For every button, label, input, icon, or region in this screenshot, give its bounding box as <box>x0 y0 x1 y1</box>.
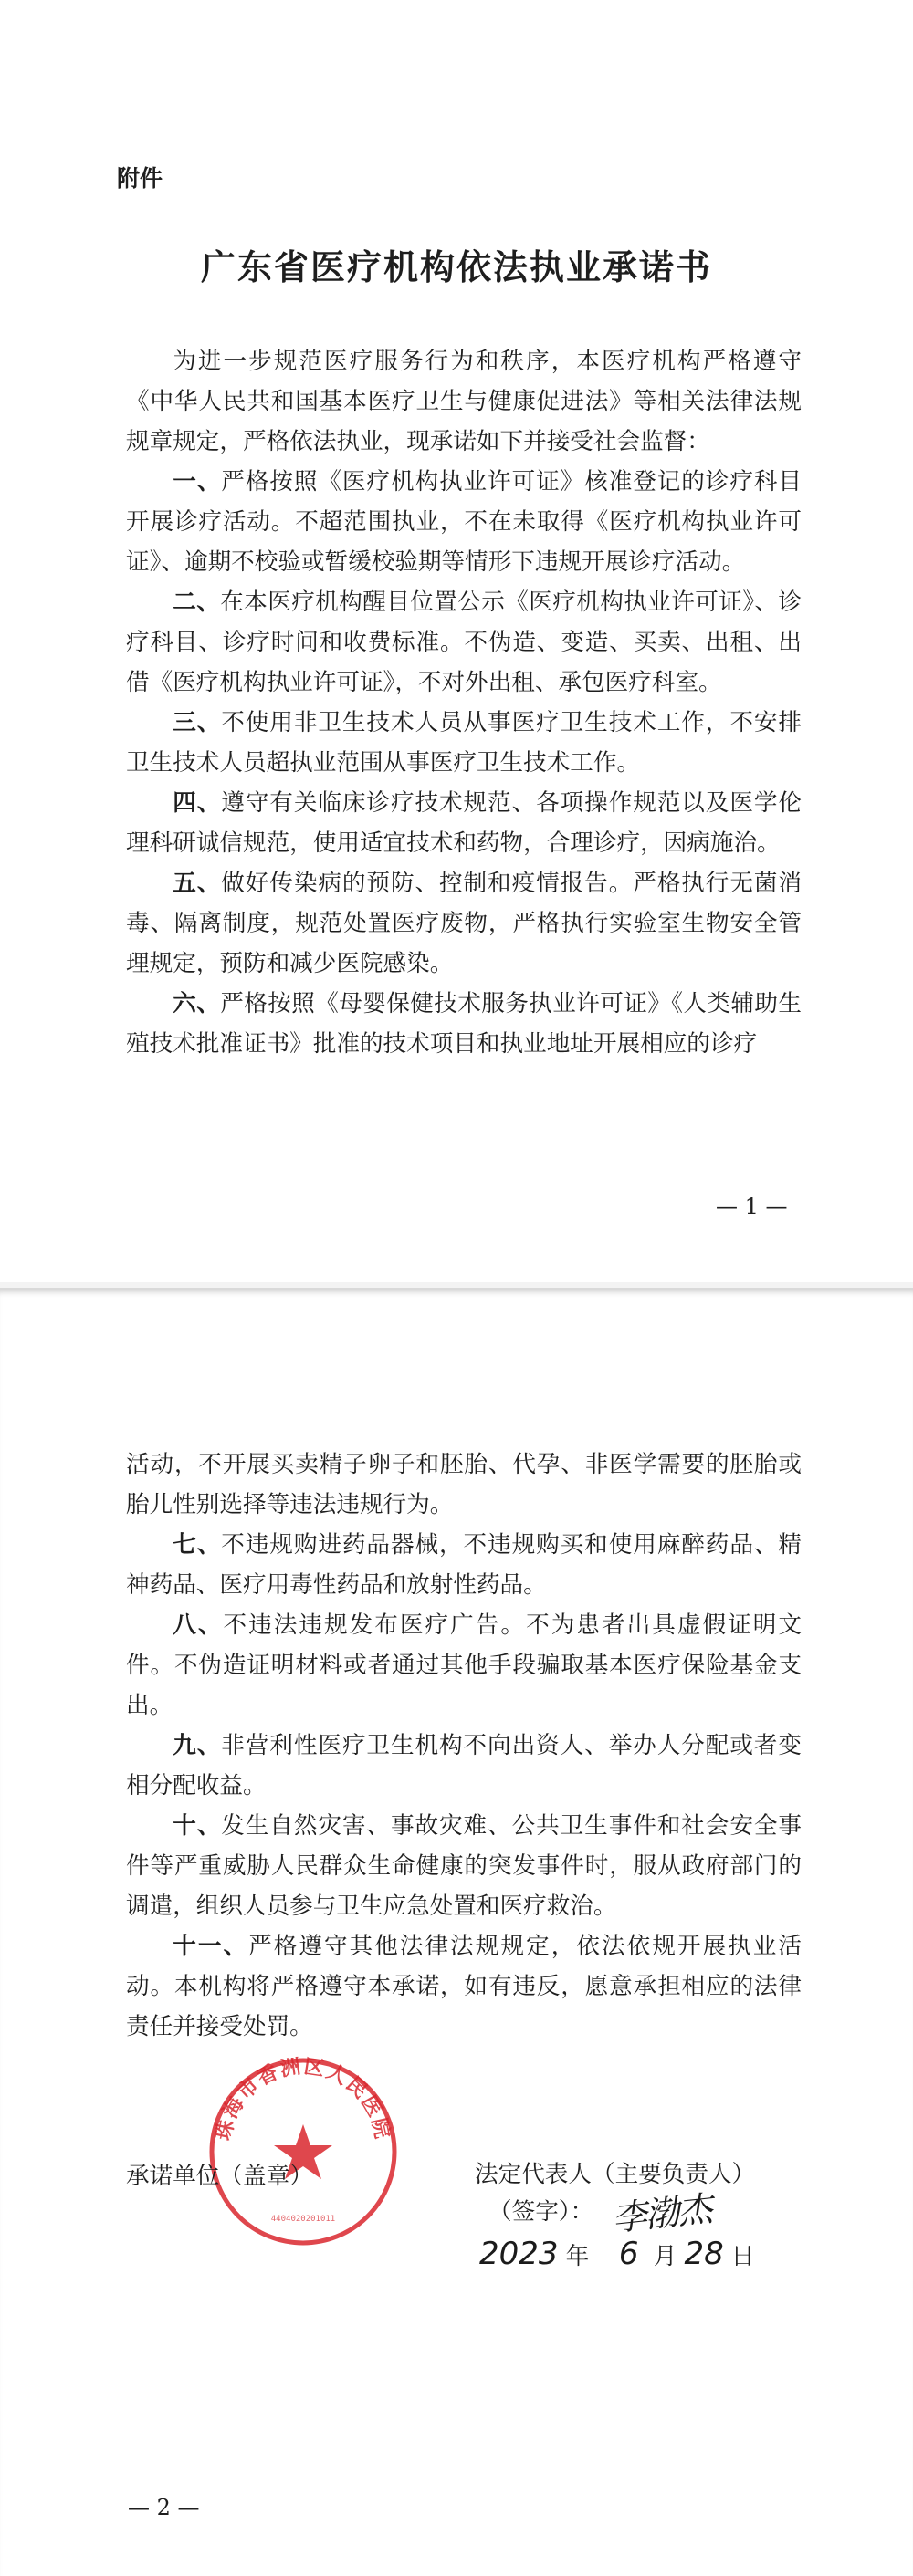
item-text: 在本医疗机构醒目位置公示《医疗机构执业许可证》、诊疗科目、诊疗时间和收费标准。不伪造、变造、买卖、出租、出借《医疗机构执业许可证》，不对外出租、承包医疗科室。 <box>126 589 802 696</box>
page-separator <box>0 1282 913 1288</box>
attachment-label: 附件 <box>117 165 163 192</box>
item-text: 不违法违规发布医疗广告。不为患者出具虚假证明文件。不伪造证明材料或者通过其他手段骗取基本医疗保险基金支出。 <box>126 1611 802 1719</box>
continuation-paragraph: 活动，不开展买卖精子卵子和胚胎、代孕、非医学需要的胚胎或胎儿性别选择等违法违规行为。 <box>126 1451 802 1518</box>
item-8 <box>126 1605 802 1726</box>
document-title: 广东省医疗机构依法执业承诺书 <box>200 246 712 287</box>
item-text: 不使用非卫生技术人员从事医疗卫生技术工作，不安排卫生技术人员超执业范围从事医疗卫生技术工作。 <box>126 709 802 777</box>
seal-text: 珠海市香洲区人民医院 <box>212 2055 394 2143</box>
item-4 <box>126 783 802 863</box>
item-5 <box>126 863 802 984</box>
item-11 <box>126 1926 802 2047</box>
date-day: 28 <box>684 2236 724 2272</box>
item-text: 严格遵守其他法律法规规定，依法依规开展执业活动。本机构将严格遵守本承诺，如有违反，愿意承担相应的法律责任并接受处罚。 <box>126 1933 802 2040</box>
item-text: 非营利性医疗卫生机构不向出资人、举办人分配或者变相分配收益。 <box>126 1732 802 1799</box>
item-number: 一、 <box>173 468 222 495</box>
date-month-char: 月 <box>653 2243 677 2270</box>
item-number: 二、 <box>173 589 221 616</box>
item-number: 八、 <box>173 1611 224 1639</box>
item-9 <box>126 1726 802 1806</box>
item-number: 六、 <box>173 990 221 1017</box>
item-text: 严格按照《母婴保健技术服务执业许可证》《人类辅助生殖技术批准证书》批准的技术项目和执业地址开展相应的诊疗 <box>126 990 802 1058</box>
date-year-char: 年 <box>565 2243 590 2270</box>
item-text: 做好传染病的预防、控制和疫情报告。严格执行无菌消毒、隔离制度，规范处置医疗废物，严格执行实验室生物安全管理规定，预防和减少医院感染。 <box>126 870 802 977</box>
page-number-1: — 1 — <box>716 1194 788 1219</box>
item-number: 四、 <box>173 789 222 817</box>
legal-representative-label: 法定代表人（主要负责人） <box>475 2161 756 2188</box>
item-number: 九、 <box>173 1732 222 1759</box>
promise-unit-label: 承诺单位（盖章） <box>126 2163 313 2190</box>
intro-paragraph: 为进一步规范医疗服务行为和秩序，本医疗机构严格遵守《中华人民共和国基本医疗卫生与健康促进法》等相关法律法规规章规定，严格依法执业，现承诺如下并接受社会监督： <box>126 348 802 455</box>
item-10 <box>126 1806 802 1926</box>
item-1 <box>126 462 802 582</box>
page-one <box>0 0 913 1282</box>
sign-date <box>479 2236 755 2272</box>
page1-body <box>126 341 802 1064</box>
page-number-2: — 2 — <box>128 2495 200 2520</box>
item-number: 十、 <box>173 1812 222 1840</box>
item-3 <box>126 703 802 783</box>
official-seal <box>203 2051 404 2252</box>
item-2 <box>126 582 802 703</box>
item-number: 七、 <box>173 1531 222 1559</box>
item-6 <box>126 984 802 1064</box>
seal-code: 4404020201011 <box>270 2215 336 2224</box>
item-7 <box>126 1525 802 1605</box>
page2-body <box>126 1444 802 2047</box>
item-text: 遵守有关临床诊疗技术规范、各项操作规范以及医学伦理科研诚信规范，使用适宜技术和药物，合理诊疗，因病施治。 <box>126 789 802 857</box>
item-text: 不违规购进药品器械，不违规购买和使用麻醉药品、精神药品、医疗用毒性药品和放射性药品。 <box>126 1531 802 1599</box>
item-text: 发生自然灾害、事故灾难、公共卫生事件和社会安全事件等严重威胁人民群众生命健康的突发事件时，服从政府部门的调遣，组织人员参与卫生应急处置和医疗救治。 <box>126 1812 802 1920</box>
item-number: 五、 <box>173 870 222 897</box>
date-year: 2023 <box>479 2236 559 2272</box>
handwritten-signature: 李渤杰 <box>610 2188 713 2239</box>
item-number: 三、 <box>173 709 222 736</box>
date-day-char: 日 <box>730 2243 755 2270</box>
item-text: 严格按照《医疗机构执业许可证》核准登记的诊疗科目开展诊疗活动。不超范围执业，不在未取得《医疗机构执业许可证》、逾期不校验或暂缓校验期等情形下违规开展诊疗活动。 <box>126 468 802 576</box>
date-month: 6 <box>618 2236 639 2272</box>
item-number: 十一、 <box>173 1933 249 1960</box>
signature-label: （签字）： <box>488 2198 594 2226</box>
